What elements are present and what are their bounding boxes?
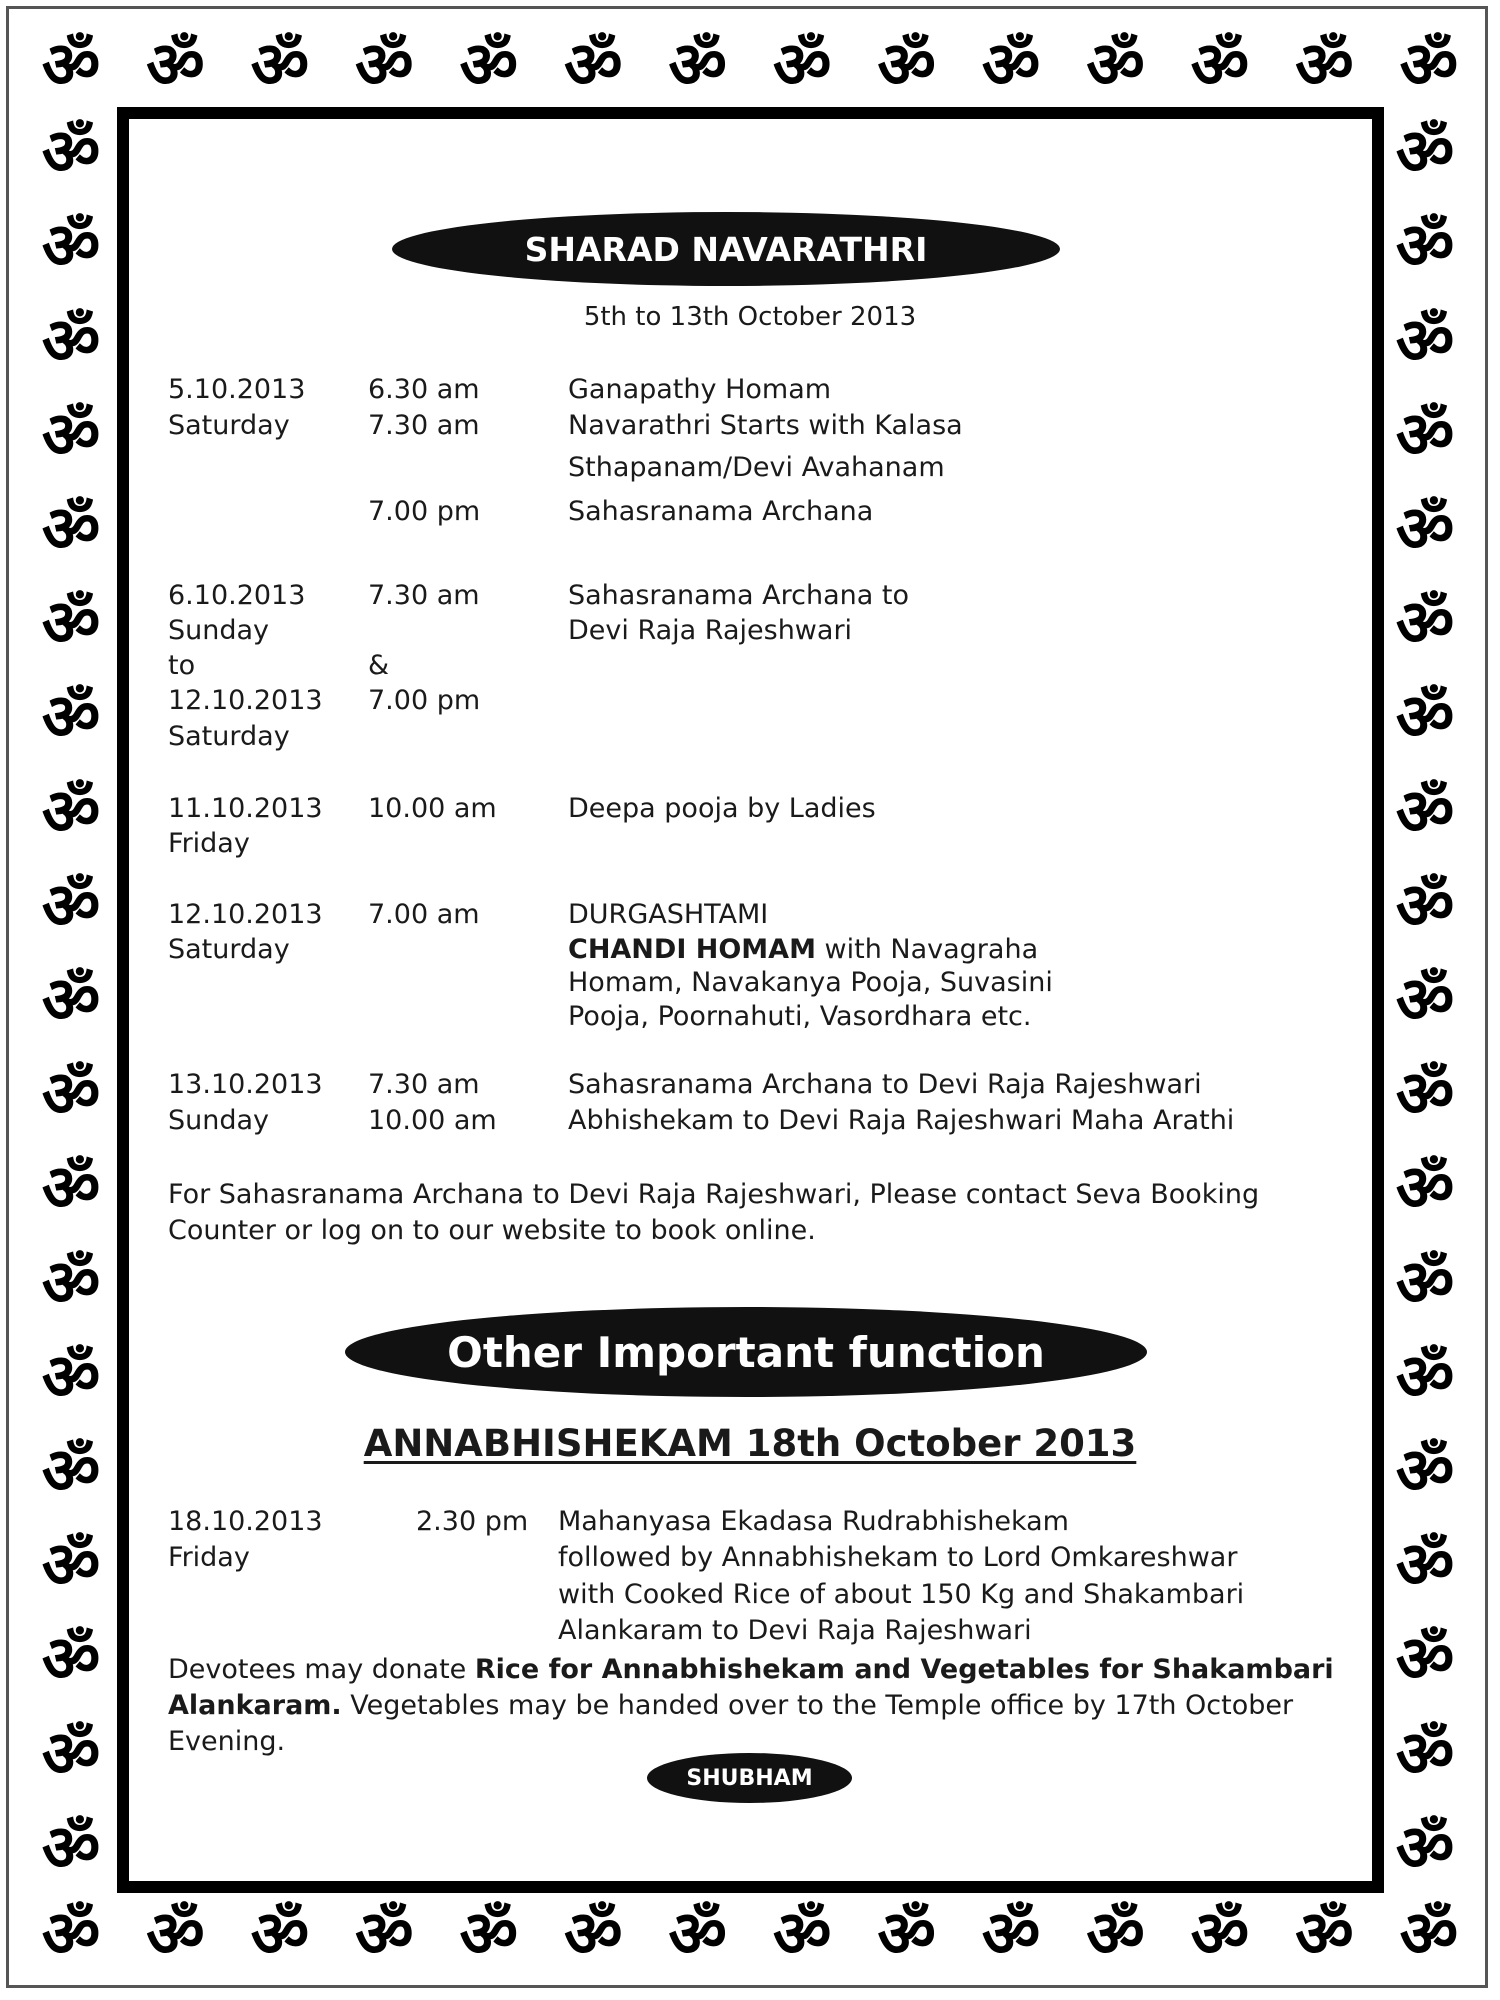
- event-time: 2.30 pm: [416, 1506, 529, 1537]
- event-activity: Deepa pooja by Ladies: [568, 793, 876, 824]
- event-date: 18.10.2013: [168, 1506, 323, 1537]
- donation-items: Alankaram.: [168, 1690, 342, 1721]
- footer-banner: [647, 1753, 852, 1803]
- om-symbol-icon: ॐ: [41, 1340, 101, 1415]
- other-function-title: Other Important function: [447, 1327, 1045, 1377]
- event-time: 7.00 pm: [368, 685, 481, 716]
- event-activity: Navarathri Starts with Kalasa: [568, 410, 963, 441]
- booking-note-line: For Sahasranama Archana to Devi Raja Rajeshwari, Please contact Seva Booking: [168, 1179, 1260, 1210]
- om-symbol-icon: ॐ: [41, 1717, 101, 1792]
- om-symbol-icon: ॐ: [41, 1898, 101, 1972]
- om-symbol-icon: ॐ: [1395, 304, 1455, 379]
- om-symbol-icon: ॐ: [41, 963, 101, 1038]
- event-time: 10.00 am: [368, 793, 497, 824]
- om-symbol-icon: ॐ: [1190, 29, 1250, 103]
- om-symbol-icon: ॐ: [1395, 1434, 1455, 1509]
- om-symbol-icon: ॐ: [355, 29, 414, 103]
- om-symbol-icon: ॐ: [1395, 1152, 1455, 1227]
- om-symbol-icon: ॐ: [1395, 116, 1455, 191]
- event-day: Saturday: [168, 721, 290, 752]
- om-symbol-icon: ॐ: [1086, 1898, 1145, 1972]
- event-activity: Sahasranama Archana: [568, 496, 874, 527]
- event-time: 6.30 am: [368, 374, 480, 405]
- event-activity: Sahasranama Archana to Devi Raja Rajeshwari: [568, 1069, 1202, 1100]
- om-symbol-icon: ॐ: [146, 1898, 205, 1972]
- om-symbol-icon: ॐ: [1395, 1058, 1455, 1133]
- om-symbol-icon: ॐ: [877, 1898, 936, 1972]
- om-border-left: [26, 106, 116, 1896]
- om-symbol-icon: ॐ: [1295, 29, 1354, 103]
- event-time: 7.30 am: [368, 580, 480, 611]
- om-symbol-icon: ॐ: [1395, 1340, 1455, 1415]
- om-symbol-icon: ॐ: [1395, 1246, 1455, 1321]
- donation-note: [168, 1652, 1332, 1760]
- annabhishekam-title: ANNABHISHEKAM 18th October 2013: [363, 1422, 1137, 1465]
- donation-line: Evening.: [168, 1726, 286, 1757]
- donation-line: [168, 1652, 1332, 1688]
- event-activity: Pooja, Poornahuti, Vasordhara etc.: [568, 1001, 1032, 1032]
- event-day: Friday: [168, 1542, 250, 1573]
- om-symbol-icon: ॐ: [41, 398, 101, 473]
- event-date: 6.10.2013: [168, 580, 306, 611]
- om-symbol-icon: ॐ: [1395, 1717, 1455, 1792]
- om-symbol-icon: ॐ: [1399, 1898, 1459, 1972]
- om-symbol-icon: ॐ: [41, 1434, 101, 1509]
- om-symbol-icon: ॐ: [1395, 587, 1455, 662]
- om-symbol-icon: ॐ: [564, 1898, 623, 1972]
- event-date: 5.10.2013: [168, 374, 306, 405]
- om-symbol-icon: ॐ: [459, 29, 518, 103]
- om-symbol-icon: ॐ: [41, 587, 101, 662]
- chandi-homam-label: CHANDI HOMAM: [568, 934, 816, 965]
- event-day: Saturday: [168, 410, 290, 441]
- event-day: Friday: [168, 828, 250, 859]
- om-symbol-icon: ॐ: [1395, 398, 1455, 473]
- event-day: Sunday: [168, 615, 270, 646]
- event-date: 12.10.2013: [168, 899, 323, 930]
- event-activity: with Cooked Rice of about 150 Kg and Shakambari: [558, 1579, 1245, 1610]
- om-symbol-icon: ॐ: [459, 1898, 518, 1972]
- om-symbol-icon: ॐ: [1395, 869, 1455, 944]
- om-symbol-icon: ॐ: [41, 304, 101, 379]
- om-symbol-icon: ॐ: [1395, 963, 1455, 1038]
- event-date: 11.10.2013: [168, 793, 323, 824]
- om-symbol-icon: ॐ: [981, 29, 1041, 103]
- event-activity: Homam, Navakanya Pooja, Suvasini: [568, 967, 1053, 998]
- om-symbol-icon: ॐ: [41, 1152, 101, 1227]
- event-activity: Sahasranama Archana to: [568, 580, 909, 611]
- om-symbol-icon: ॐ: [1395, 681, 1455, 756]
- event-activity: [568, 934, 1038, 966]
- event-date: 12.10.2013: [168, 685, 323, 716]
- om-symbol-icon: ॐ: [250, 29, 310, 103]
- event-activity: Mahanyasa Ekadasa Rudrabhishekam: [558, 1506, 1069, 1537]
- om-border-bottom: [26, 1895, 1474, 1975]
- om-symbol-icon: ॐ: [1190, 1898, 1250, 1972]
- event-activity: Sthapanam/Devi Avahanam: [568, 452, 945, 483]
- other-function-banner: [345, 1307, 1147, 1397]
- event-day: Saturday: [168, 934, 290, 965]
- om-symbol-icon: ॐ: [41, 1811, 101, 1886]
- om-symbol-icon: ॐ: [41, 1623, 101, 1698]
- om-symbol-icon: ॐ: [668, 1898, 727, 1972]
- shubham-label: SHUBHAM: [686, 1765, 813, 1791]
- om-symbol-icon: ॐ: [41, 29, 101, 103]
- event-time: 7.30 am: [368, 1069, 480, 1100]
- om-symbol-icon: ॐ: [1395, 1529, 1455, 1604]
- om-symbol-icon: ॐ: [41, 1529, 101, 1604]
- om-symbol-icon: ॐ: [41, 775, 101, 850]
- om-symbol-icon: ॐ: [1086, 29, 1145, 103]
- page-title: SHARAD NAVARATHRI: [524, 229, 928, 269]
- event-time: 10.00 am: [368, 1105, 497, 1136]
- om-symbol-icon: ॐ: [41, 681, 101, 756]
- om-symbol-icon: ॐ: [355, 1898, 414, 1972]
- om-symbol-icon: ॐ: [1395, 210, 1455, 285]
- booking-note-line: Counter or log on to our website to book online.: [168, 1215, 816, 1246]
- om-symbol-icon: ॐ: [668, 29, 727, 103]
- title-banner: [392, 212, 1060, 286]
- om-symbol-icon: ॐ: [41, 116, 101, 191]
- om-symbol-icon: ॐ: [1395, 775, 1455, 850]
- donation-text: Devotees may donate: [168, 1654, 475, 1685]
- om-symbol-icon: ॐ: [1395, 1811, 1455, 1886]
- om-symbol-icon: ॐ: [41, 869, 101, 944]
- om-symbol-icon: ॐ: [41, 1058, 101, 1133]
- om-symbol-icon: ॐ: [250, 1898, 310, 1972]
- om-symbol-icon: ॐ: [146, 29, 205, 103]
- event-day: Sunday: [168, 1105, 270, 1136]
- event-activity-rest: with Navagraha: [815, 934, 1039, 965]
- event-time-conjunction: &: [368, 650, 390, 681]
- event-activity: followed by Annabhishekam to Lord Omkareshwar: [558, 1542, 1238, 1573]
- om-symbol-icon: ॐ: [1399, 29, 1459, 103]
- event-activity: Alankaram to Devi Raja Rajeshwari: [558, 1615, 1032, 1646]
- donation-line: [168, 1688, 1332, 1724]
- om-symbol-icon: ॐ: [41, 210, 101, 285]
- om-border-top: [26, 26, 1474, 106]
- om-symbol-icon: ॐ: [41, 1246, 101, 1321]
- event-activity: Abhishekam to Devi Raja Rajeshwari Maha Arathi: [568, 1105, 1235, 1136]
- om-symbol-icon: ॐ: [772, 1898, 832, 1972]
- om-symbol-icon: ॐ: [981, 1898, 1041, 1972]
- event-time: 7.30 am: [368, 410, 480, 441]
- event-activity: Devi Raja Rajeshwari: [568, 615, 853, 646]
- om-symbol-icon: ॐ: [1295, 1898, 1354, 1972]
- om-symbol-icon: ॐ: [877, 29, 936, 103]
- event-time: 7.00 pm: [368, 496, 481, 527]
- om-symbol-icon: ॐ: [1395, 492, 1455, 567]
- event-time: 7.00 am: [368, 899, 480, 930]
- event-range-to: to: [168, 650, 196, 681]
- festival-dates: 5th to 13th October 2013: [583, 302, 917, 332]
- om-symbol-icon: ॐ: [564, 29, 623, 103]
- om-border-right: [1380, 106, 1470, 1896]
- om-symbol-icon: ॐ: [41, 492, 101, 567]
- donation-items: Rice for Annabhishekam and Vegetables for Shakambari: [474, 1654, 1334, 1685]
- om-symbol-icon: ॐ: [772, 29, 832, 103]
- donation-text: Vegetables may be handed over to the Temple office by 17th October: [341, 1690, 1294, 1721]
- booking-note: [168, 1177, 1333, 1249]
- event-date: 13.10.2013: [168, 1069, 323, 1100]
- event-activity: DURGASHTAMI: [568, 899, 769, 930]
- om-symbol-icon: ॐ: [1395, 1623, 1455, 1698]
- event-activity: Ganapathy Homam: [568, 374, 832, 405]
